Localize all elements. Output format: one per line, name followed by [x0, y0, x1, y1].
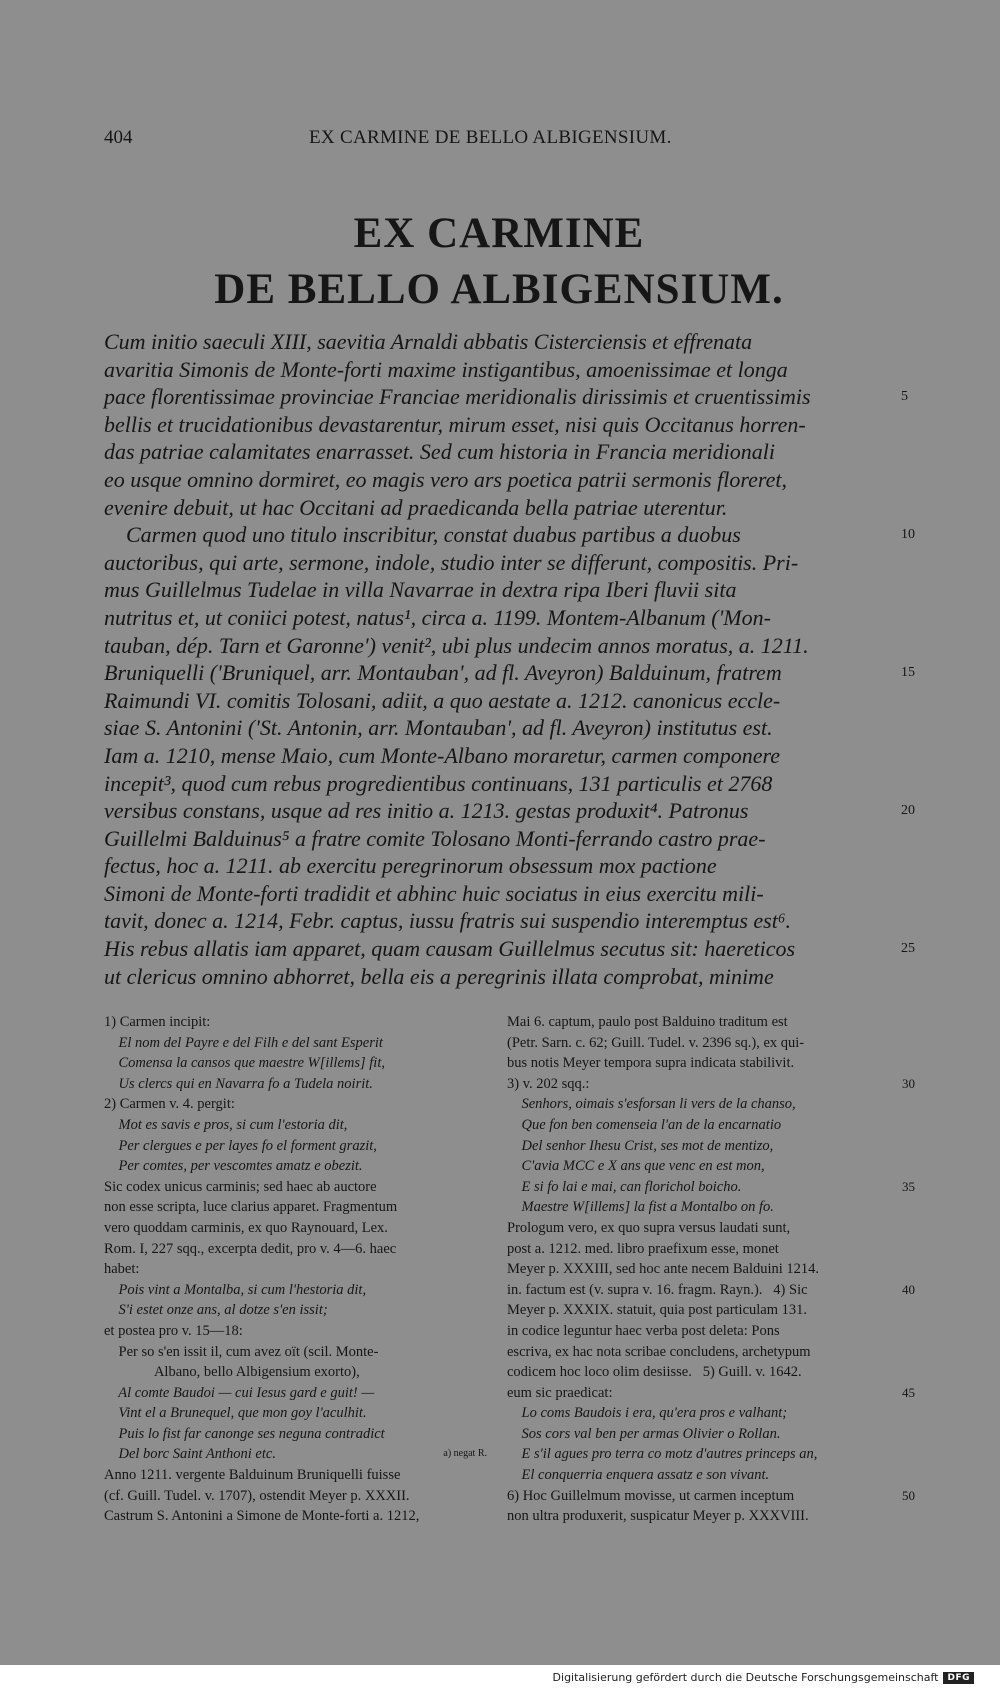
- footnote-line-text: Pois vint a Montalba, si cum l'hestoria dit,: [104, 1281, 367, 1298]
- text-line-text: mus Guillelmus Tudelae in villa Navarrae in dextra ripa Iberi fluvii sita: [104, 577, 737, 603]
- footnote-line: [104, 1506, 487, 1527]
- footnote-line-text: Prologum vero, ex quo supra versus laudati sunt,: [507, 1219, 791, 1236]
- text-line: [104, 852, 894, 880]
- text-line: [104, 632, 894, 660]
- page-number: 404: [104, 127, 133, 148]
- footnote-line: [104, 1074, 487, 1095]
- footnote-line: [104, 1444, 487, 1465]
- footnote-line-text: C'avia MCC e X ans que venc en est mon,: [507, 1158, 765, 1175]
- title-line-1: EX CARMINE: [353, 210, 645, 257]
- footnote-line-text: Sos cors val ben per armas Olivier o Rollan.: [507, 1425, 781, 1442]
- footnote-line-text: Que fon ben comenseia l'an de la encarnatio: [507, 1116, 782, 1133]
- footnote-line: [104, 1321, 487, 1342]
- line-number: 5: [901, 389, 908, 405]
- footnote-line-text: (Petr. Sarn. c. 62; Guill. Tudel. v. 2396 sq.), ex qui-: [507, 1034, 805, 1051]
- line-number: 45: [902, 1384, 915, 1400]
- main-text: [104, 328, 915, 990]
- text-line: [104, 356, 894, 384]
- text-line: [104, 438, 894, 466]
- line-number: 20: [901, 803, 915, 819]
- footnote-line-text: 6) Hoc Guillelmum movisse, ut carmen inceptum: [507, 1487, 795, 1504]
- footnote-line-text: Per so s'en issit il, cum avez oït (scil. Monte-: [104, 1343, 379, 1360]
- text-line: [104, 963, 894, 991]
- footnote-line: [507, 1383, 915, 1404]
- footnote-line-text: El conquerria enquera assatz e son vivant.: [507, 1467, 770, 1484]
- footnote-line: [104, 1115, 487, 1136]
- text-line-text: tauban, dép. Tarn et Garonne') venit², ubi plus undecim annos moratus, a. 1211.: [104, 632, 809, 658]
- text-line: [104, 383, 908, 411]
- footnote-line-text: eum sic praedicat:: [507, 1384, 613, 1401]
- text-line: [104, 466, 894, 494]
- footnote-line-text: vero quoddam carminis, ex quo Raynouard, Lex.: [104, 1219, 388, 1236]
- footnote-line-text: Castrum S. Antonini a Simone de Monte-forti a. 1212,: [104, 1508, 420, 1525]
- footnote-line: [104, 1177, 487, 1198]
- text-line-text: Bruniquelli ('Bruniquel, arr. Montauban', ad fl. Aveyron) Balduinum, fratrem: [104, 660, 782, 686]
- footnote-line-text: S'i estet onze ans, al dotze s'en issit;: [104, 1302, 328, 1319]
- text-line-text: Iam a. 1210, mense Maio, cum Monte-Albano moraretur, carmen componere: [104, 742, 780, 768]
- footnote-line: [507, 1012, 890, 1033]
- line-number: 40: [902, 1281, 915, 1297]
- footnote-line: [507, 1094, 890, 1115]
- footnote-line-text: Us clercs qui en Navarra fo a Tudela noirit.: [104, 1075, 373, 1092]
- footnote-line: [104, 1259, 487, 1280]
- footnote-line: [104, 1218, 487, 1239]
- footnote-line: [507, 1465, 890, 1486]
- text-line: [104, 521, 915, 549]
- footnote-line: [507, 1506, 890, 1527]
- footnote-line: [104, 1342, 487, 1363]
- footnote-line: [104, 1033, 487, 1054]
- text-line: [104, 742, 894, 770]
- footnote-line-text: E s'il agues pro terra co motz d'autres princeps an,: [507, 1446, 818, 1463]
- footnote-line: [507, 1280, 915, 1301]
- footnote-line-text: 2) Carmen v. 4. pergit:: [104, 1096, 235, 1113]
- text-line: [104, 549, 894, 577]
- title-line-2: DE BELLO ALBIGENSIUM.: [214, 266, 784, 313]
- footnote-line: [507, 1342, 890, 1363]
- footnote-line: [507, 1177, 915, 1198]
- footnote-line-text: Per comtes, per vescomtes amatz e obezit.: [104, 1158, 363, 1175]
- chapter-title: [104, 206, 894, 318]
- footnote-line-text: et postea pro v. 15—18:: [104, 1322, 243, 1339]
- footnote-line-text: habet:: [104, 1261, 140, 1278]
- footnote-line: [104, 1403, 487, 1424]
- footnote-line: [104, 1094, 487, 1115]
- footnote-line: [104, 1486, 487, 1507]
- footnote-line: [104, 1300, 487, 1321]
- footnote-line: [104, 1280, 487, 1301]
- footnote-line: [104, 1053, 487, 1074]
- footnote-line: [507, 1424, 890, 1445]
- footnotes-left-column: [104, 1012, 487, 1527]
- footnote-line: [507, 1218, 890, 1239]
- footnote-line: [104, 1239, 487, 1260]
- footnote-line-text: Comensa la cansos que maestre W[illems] fit,: [104, 1055, 385, 1072]
- digitization-credit: [553, 1671, 974, 1684]
- line-number: 10: [901, 527, 915, 543]
- text-line-text: avaritia Simonis de Monte-forti maxime instigantibus, amoenissimae et longa: [104, 356, 788, 382]
- footnotes-right-column: [507, 1012, 915, 1527]
- text-line-text: bellis et trucidationibus devastarentur, mirum esset, nisi quis Occitanus horren-: [104, 411, 806, 437]
- text-line: [104, 825, 894, 853]
- text-line-text: tavit, donec a. 1214, Febr. captus, iussu fratris sui suspendio interemptus est⁶.: [104, 908, 791, 934]
- footnote-line-text: E si fo lai e mai, can florichol boicho.: [507, 1178, 742, 1195]
- footnote-line-text: 3) v. 202 sqq.:: [507, 1075, 590, 1092]
- running-title: EX CARMINE DE BELLO ALBIGENSIUM.: [309, 127, 672, 148]
- text-line-text: versibus constans, usque ad res initio a. 1213. gestas produxit⁴. Patronus: [104, 798, 749, 824]
- footnote-line: [104, 1136, 487, 1157]
- footnote-line-text: bus notis Meyer tempora supra indicata stabilivit.: [507, 1055, 795, 1072]
- footnote-line-text: Puis lo fist far canonge ses neguna contradict: [104, 1425, 385, 1442]
- footnote-line-text: Vint el a Brunequel, que mon goy l'aculhit.: [104, 1405, 367, 1422]
- footnote-line-text: Anno 1211. vergente Balduinum Bruniquelli fuisse: [104, 1467, 401, 1484]
- footnote-line-text: non ultra produxerit, suspicatur Meyer p. XXXVIII.: [507, 1508, 809, 1525]
- footnote-line: [507, 1053, 890, 1074]
- text-line: [104, 880, 894, 908]
- footnote-line-text: Albano, bello Albigensium exorto),: [104, 1364, 360, 1381]
- footnote-line-text: Rom. I, 227 sqq., excerpta dedit, pro v. 4—6. haec: [104, 1240, 397, 1257]
- footnote-line-text: Mai 6. captum, paulo post Balduino traditum est: [507, 1014, 788, 1030]
- footnote-line-text: Meyer p. XXXIX. statuit, quia post particulam 131.: [507, 1302, 808, 1319]
- footnote-line-text: Lo coms Baudois i era, qu'era pros e valhant;: [507, 1405, 788, 1422]
- footnote-line: [507, 1239, 890, 1260]
- footnote-line: [507, 1136, 890, 1157]
- text-line: [104, 494, 894, 522]
- footnote-line: [507, 1362, 890, 1383]
- variant-note: a) negat R.: [443, 1448, 487, 1460]
- text-line-text: His rebus allatis iam apparet, quam causam Guillelmus secutus sit: haereticos: [104, 936, 796, 962]
- text-line: [104, 411, 894, 439]
- text-line-text: das patriae calamitates enarrasset. Sed cum historia in Francia meridionali: [104, 439, 775, 465]
- text-line: [104, 935, 915, 963]
- footnote-line: [104, 1465, 487, 1486]
- text-line-text: ut clericus omnino abhorret, bella eis a peregrinis illata comprobat, minime: [104, 963, 774, 989]
- line-number: 15: [901, 665, 915, 681]
- footnote-line-text: Sic codex unicus carminis; sed haec ab auctore: [104, 1178, 377, 1195]
- text-line: [104, 328, 894, 356]
- footnote-line-text: 1) Carmen incipit:: [104, 1014, 211, 1030]
- text-line: [104, 604, 894, 632]
- footnote-line: [104, 1424, 487, 1445]
- text-line: [104, 687, 894, 715]
- line-number: 35: [902, 1178, 915, 1194]
- line-number: 50: [902, 1487, 915, 1503]
- footnote-line-text: Per clergues e per layes fo el forment grazit,: [104, 1137, 377, 1154]
- footnote-line-text: escriva, ex hac nota scribae concludens, archetypum: [507, 1343, 811, 1360]
- text-line-text: fectus, hoc a. 1211. ab exercitu peregrinorum obsessum mox pactione: [104, 853, 717, 879]
- footnote-line-text: Del senhor Ihesu Crist, ses mot de mentizo,: [507, 1137, 774, 1154]
- footnote-line-text: Del borc Saint Anthoni etc.: [104, 1446, 276, 1463]
- footnote-line: [104, 1362, 487, 1383]
- footnote-line: [104, 1197, 487, 1218]
- page-header: [104, 127, 894, 157]
- footnote-line-text: Mot es savis e pros, si cum l'estoria dit,: [104, 1116, 348, 1133]
- footnote-line: [507, 1115, 890, 1136]
- text-line-text: eo usque omnino dormiret, eo magis vero ars poetica patrii sermonis floreret,: [104, 466, 787, 492]
- footnote-line-text: Al comte Baudoi — cui Iesus gard e guit! —: [104, 1384, 375, 1401]
- text-line-text: Guillelmi Balduinus⁵ a fratre comite Tolosano Monti-ferrando castro prae-: [104, 825, 766, 851]
- text-line-text: pace florentissimae provinciae Franciae meridionalis dirissimis et cruentissimis: [104, 384, 811, 410]
- text-line: [104, 907, 894, 935]
- footnote-line: [507, 1321, 890, 1342]
- text-line-text: evenire debuit, ut hac Occitani ad praedicanda bella patriae uterentur.: [104, 494, 728, 520]
- footnote-line-text: non esse scripta, luce clarius apparet. Fragmentum: [104, 1199, 398, 1216]
- footnote-line: [507, 1486, 915, 1507]
- text-line-text: Cum initio saeculi XIII, saevitia Arnaldi abbatis Cisterciensis et effrenata: [104, 329, 753, 354]
- line-number: 25: [901, 941, 915, 957]
- footnote-line: [507, 1074, 915, 1095]
- footnote-line-text: codicem hoc loco olim desiisse. 5) Guill. v. 1642.: [507, 1364, 802, 1381]
- text-line: [104, 714, 894, 742]
- footnote-line-text: El nom del Payre e del Filh e del sant Esperit: [104, 1034, 383, 1051]
- footnote-line: [507, 1156, 890, 1177]
- text-line-text: Carmen quod uno titulo inscribitur, constat duabus partibus a duobus: [104, 522, 741, 548]
- footnote-line: [104, 1383, 487, 1404]
- text-line-text: nutritus et, ut coniici potest, natus¹, circa a. 1199. Montem-Albanum ('Mon-: [104, 604, 771, 630]
- text-line: [104, 659, 915, 687]
- footnote-line: [104, 1012, 487, 1033]
- footnote-line-text: post a. 1212. med. libro praefixum esse, monet: [507, 1240, 779, 1257]
- footnote-line: [507, 1259, 890, 1280]
- credit-text: Digitalisierung gefördert durch die Deutsche Forschungsgemeinschaft: [552, 1671, 939, 1684]
- footnote-line-text: Senhors, oimais s'esforsan li vers de la chanso,: [507, 1096, 796, 1113]
- line-number: 30: [902, 1075, 915, 1091]
- footnote-line-text: Meyer p. XXXIII, sed hoc ante necem Balduini 1214.: [507, 1261, 820, 1278]
- text-line-text: Raimundi VI. comitis Tolosani, adiit, a quo aestate a. 1212. canonicus eccle-: [104, 687, 781, 713]
- footnote-line-text: in codice leguntur haec verba post deleta: Pons: [507, 1322, 780, 1339]
- footnote-line-text: (cf. Guill. Tudel. v. 1707), ostendit Meyer p. XXXII.: [104, 1487, 410, 1504]
- text-line: [104, 770, 894, 798]
- footnote-line-text: in. factum est (v. supra v. 16. fragm. Rayn.). 4) Sic: [507, 1281, 808, 1298]
- text-line-text: siae S. Antonini ('St. Antonin, arr. Montauban', ad fl. Aveyron) institutus est.: [104, 715, 773, 741]
- dfg-logo-icon: DFG: [943, 1672, 974, 1684]
- text-line-text: Simoni de Monte-forti tradidit et abhinc huic sociatus in eius exercitu mili-: [104, 880, 764, 906]
- footnote-line-text: Maestre W[illems] la fist a Montalbo on fo.: [507, 1199, 774, 1216]
- text-line-text: auctoribus, qui arte, sermone, indole, studio inter se differunt, compositis. Pri-: [104, 549, 799, 575]
- footnote-line: [507, 1033, 890, 1054]
- text-line: [104, 576, 894, 604]
- footnote-line: [104, 1156, 487, 1177]
- footnote-line: [507, 1300, 890, 1321]
- footnote-line: [507, 1403, 890, 1424]
- footnote-line: [507, 1197, 890, 1218]
- footnote-line: [507, 1444, 890, 1465]
- text-line-text: incepit³, quod cum rebus progredientibus continuans, 131 particulis et 2768: [104, 770, 773, 796]
- text-line: [104, 797, 915, 825]
